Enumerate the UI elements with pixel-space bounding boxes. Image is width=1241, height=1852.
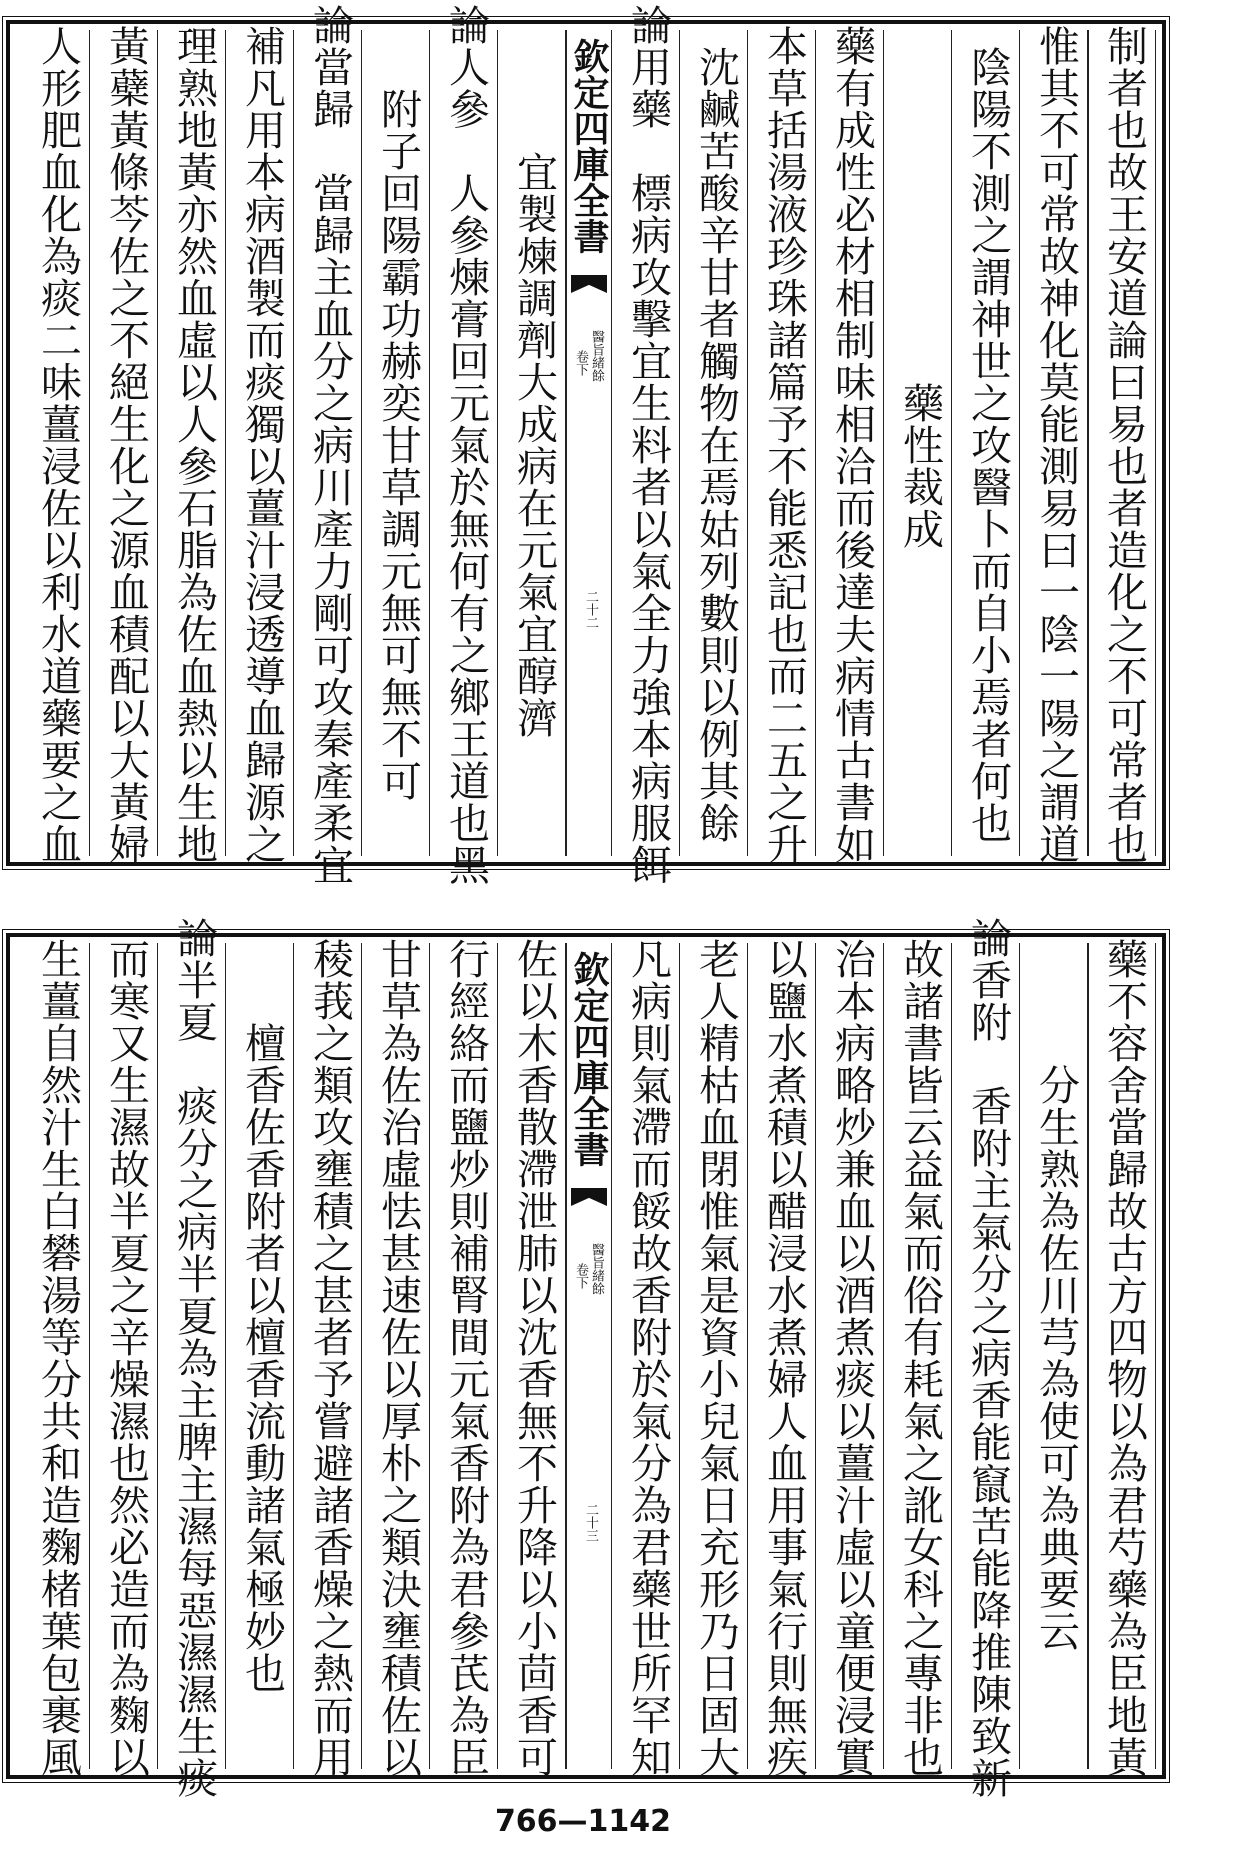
text-column xyxy=(90,25,158,865)
column-text: 藥有成性必材相制味相洽而後達夫病情古書如 xyxy=(828,25,876,865)
center-page-number: 二十二 xyxy=(583,590,598,629)
column-text: 制者也故王安道論曰易也者造化之不可常者也 xyxy=(1100,25,1148,865)
column-text: 分生熟為佐川芎為使可為典要云 xyxy=(1032,1064,1080,1652)
center-fold-column xyxy=(566,30,612,856)
center-book-title: 醫旨緒餘 xyxy=(589,330,604,382)
center-title: 欽定四庫全書 xyxy=(568,951,610,1167)
text-column xyxy=(884,30,952,856)
page-footer-number: 766—1142 xyxy=(494,1804,672,1839)
column-text: 而寒又生濕故半夏之辛燥濕也然必造而為麴以 xyxy=(102,938,150,1778)
column-text: 黃蘗黃條芩佐之不絕生化之源血積配以大黃婦 xyxy=(102,25,150,865)
center-page-number: 二十三 xyxy=(583,1503,598,1542)
text-column xyxy=(498,30,566,856)
center-book-title: 醫旨緒餘 xyxy=(589,1243,604,1295)
top-page xyxy=(6,4,1166,886)
fishtail-mark-icon xyxy=(571,275,607,293)
fishtail-mark-icon xyxy=(571,1188,607,1206)
column-text: 藥性裁成 xyxy=(896,340,944,550)
text-column xyxy=(226,25,294,865)
text-column xyxy=(430,4,498,886)
column-text: 本草括湯液珍珠諸篇予不能悉記也而二五之升 xyxy=(760,25,808,865)
column-text: 佐以木香散滯泄肺以沈香無不升降以小茴香可 xyxy=(510,938,558,1778)
text-column xyxy=(430,938,498,1778)
center-title: 欽定四庫全書 xyxy=(568,38,610,254)
column-text: 論用藥 標病攻擊宜生料者以氣全力強本病服餌 xyxy=(624,4,672,886)
text-column xyxy=(1088,938,1156,1778)
text-column xyxy=(22,25,90,865)
text-column xyxy=(748,25,816,865)
column-text: 補凡用本病酒製而痰獨以薑汁浸透導血歸源之 xyxy=(238,25,286,865)
column-text: 甘草為佐治虛怯甚速佐以厚朴之類決壅積佐以 xyxy=(374,938,422,1778)
text-column xyxy=(884,938,952,1778)
column-text: 治本病略炒兼血以酒煮痰以薑汁虛以童便浸實 xyxy=(828,938,876,1778)
column-text: 故諸書皆云益氣而俗有耗氣之訛女科之專非也 xyxy=(896,938,944,1778)
column-text: 宜製煉調劑大成病在元氣宜醇濟 xyxy=(510,151,558,739)
text-column xyxy=(226,943,294,1769)
text-column xyxy=(1020,25,1088,865)
column-text: 沈鹹苦酸辛甘者觸物在焉姑列數則以例其餘 xyxy=(692,46,740,844)
column-text: 論人參 人參煉膏回元氣於無何有之鄉王道也黑 xyxy=(442,4,490,886)
text-column xyxy=(498,938,566,1778)
column-text: 論當歸 當歸主血分之病川產力剛可攻秦產柔宜 xyxy=(306,4,354,886)
text-column xyxy=(158,917,226,1799)
column-text: 附子回陽霸功赫奕甘草調元無可無不可 xyxy=(374,88,422,802)
text-column xyxy=(1020,943,1088,1769)
text-column xyxy=(952,30,1020,856)
text-column xyxy=(90,938,158,1778)
text-column xyxy=(158,25,226,865)
text-column xyxy=(362,30,430,856)
column-text: 藥不容舍當歸故古方四物以為君芍藥為臣地黃 xyxy=(1100,938,1148,1778)
text-column xyxy=(680,938,748,1778)
column-text: 生薑自然汁生白礬湯等分共和造麴楮葉包裹風 xyxy=(34,938,82,1778)
text-column xyxy=(816,25,884,865)
column-text: 老人精枯血閉惟氣是資小兒氣日充形乃日固大 xyxy=(692,938,740,1778)
column-text: 凡病則氣滯而餒故香附於氣分為君藥世所罕知 xyxy=(624,938,672,1778)
column-text: 惟其不可常故神化莫能測易曰一陰一陽之謂道 xyxy=(1032,25,1080,865)
text-column xyxy=(22,938,90,1778)
text-column xyxy=(816,938,884,1778)
text-column xyxy=(612,4,680,886)
text-column xyxy=(680,30,748,856)
text-column xyxy=(1088,25,1156,865)
center-volume: 卷下 xyxy=(573,350,588,376)
column-text: 陰陽不測之謂神世之攻醫卜而自小焉者何也 xyxy=(964,46,1012,844)
text-column xyxy=(362,938,430,1778)
column-text: 以鹽水煮積以醋浸水煮婦人血用事氣行則無疾 xyxy=(760,938,808,1778)
top-page-columns xyxy=(16,4,1156,886)
center-fold-column xyxy=(566,943,612,1769)
center-volume: 卷下 xyxy=(573,1263,588,1289)
text-column xyxy=(952,917,1020,1799)
column-text: 論半夏 痰分之病半夏為主脾主濕每惡濕濕生痰 xyxy=(170,917,218,1799)
text-column xyxy=(294,938,362,1778)
text-column xyxy=(612,938,680,1778)
column-text: 行經絡而鹽炒則補腎間元氣香附為君參芪為臣 xyxy=(442,938,490,1778)
bottom-page xyxy=(6,917,1166,1799)
column-text: 人形肥血化為痰二味薑浸佐以利水道藥要之血 xyxy=(34,25,82,865)
text-column xyxy=(294,4,362,886)
column-text: 稜莪之類攻壅積之甚者予嘗避諸香燥之熱而用 xyxy=(306,938,354,1778)
column-text: 理熟地黃亦然血虛以人參石脂為佐血熱以生地 xyxy=(170,25,218,865)
bottom-page-columns xyxy=(16,917,1156,1799)
column-text: 論香附 香附主氣分之病香能竄苦能降推陳致新 xyxy=(964,917,1012,1799)
column-text: 檀香佐香附者以檀香流動諸氣極妙也 xyxy=(238,1022,286,1694)
text-column xyxy=(748,938,816,1778)
